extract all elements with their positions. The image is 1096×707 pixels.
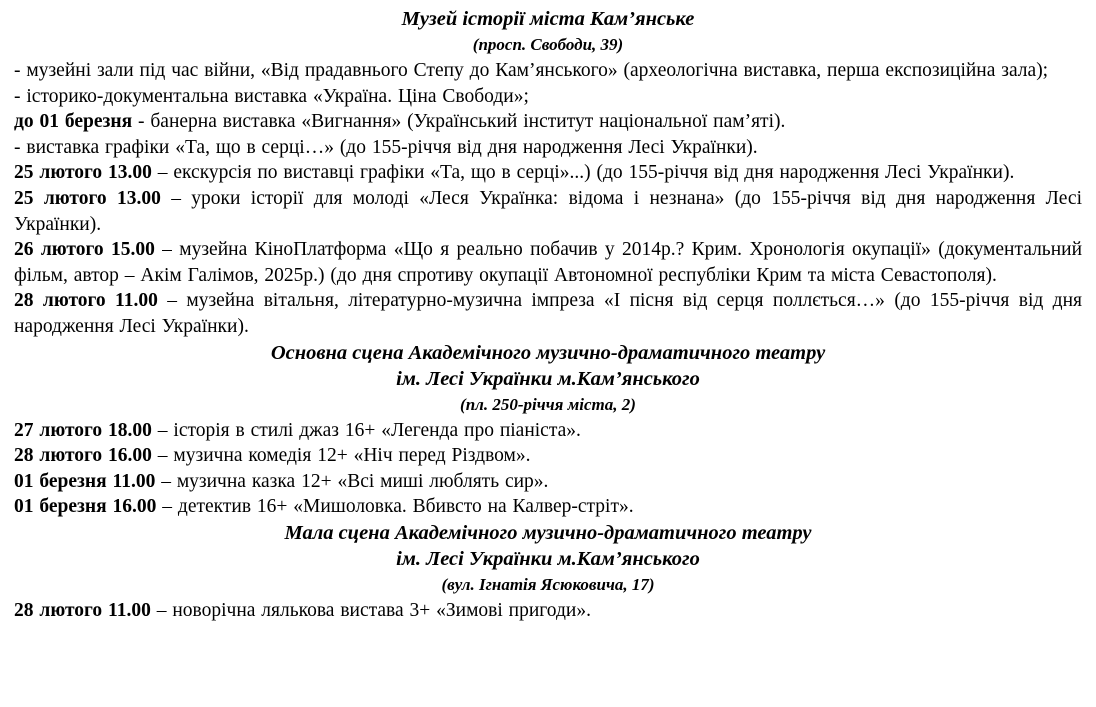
mice-tale-event-line [14,469,1082,495]
music-literary-event-line [14,288,1082,339]
event-datetime: 25 лютого 13.00 [14,162,152,184]
ukraine-price-of-freedom-line [14,84,1082,110]
line-text: – уроки історії для молоді «Леся Українка: відома і незнана» (до 155-річчя від дня народження Лесі Українки). [14,187,1082,235]
event-datetime: до 01 березня [14,111,133,133]
museum-address: (просп. Свободи, 39) [472,35,624,54]
line-text: – музична комедія 12+ «Ніч перед Різдвом». [151,445,531,467]
line-text: – музейна КіноПлатформа «Що я реально побачив у 2014р.? Крим. Хронологія окупації» (документальний фільм, автор – Акім Галімов, 2025р.) (до дня спротиву окупації Автономної республіки Крим та міста Севастополя). [14,239,1082,286]
banner-exhibition-line [14,109,1082,135]
museum-title: Музей історії міста Кам’янське [401,8,695,30]
line-text: - виставка графіки «Та, що в серці…» (до 155-річчя від дня народження Лесі Українки). [14,136,758,158]
event-datetime: 28 лютого 16.00 [14,445,152,467]
puppet-show-event-line [14,598,1082,624]
excursion-event-line [14,160,1082,186]
graphics-exhibition-line [14,135,1082,161]
small-stage-title: Мала сцена Академічного музично-драматичного театру [284,521,812,544]
main-stage-title: Основна сцена Академічного музично-драматичного театру [270,341,826,364]
jazz-piano-event-line [14,418,1082,444]
line-text: – екскурсія по виставці графіки «Та, що в серці»...) (до 155-річчя від дня народження Лесі Українки). [151,162,1015,184]
kinoplatform-event-line [14,237,1082,288]
mousetrap-detective-event-line [14,494,1082,520]
main-stage-address: (пл. 250-річчя міста, 2) [460,394,636,414]
history-lessons-event-line [14,186,1082,237]
small-stage-theater-name: ім. Лесі Українки м.Кам’янського [396,547,700,570]
main-stage-theater-name: ім. Лесі Українки м.Кам’янського [396,367,700,390]
line-text: - банерна виставка «Вигнання» (Український інститут національної пам’яті). [132,111,786,133]
line-text: - музейні зали під час війни, «Від прадавнього Степу до Кам’янського» (археологічна виставка, перша експозиційна зала); [14,60,1049,81]
line-text: – музична казка 12+ «Всі миші люблять сир». [155,470,549,492]
event-datetime: 26 лютого 15.00 [14,239,155,261]
event-datetime: 01 березня 16.00 [14,496,157,518]
event-datetime: 28 лютого 11.00 [14,599,151,621]
event-datetime: 25 лютого 13.00 [14,187,161,209]
museum-halls-line [14,58,1082,84]
event-datetime: 01 березня 11.00 [14,470,156,492]
christmas-comedy-event-line [14,443,1082,469]
line-text: – музейна вітальня, літературно-музична імпреза «І пісня від серця поллється…» (до 155-річчя від дня народження Лесі Українки). [14,290,1082,337]
event-datetime: 27 лютого 18.00 [14,419,152,441]
line-text: – новорічна лялькова вистава 3+ «Зимові пригоди». [150,599,591,621]
event-datetime: 28 лютого 11.00 [14,290,158,312]
line-text: - історико-документальна виставка «Україна. Ціна Свободи»; [14,85,529,107]
line-text: – історія в стилі джаз 16+ «Легенда про піаніста». [151,419,581,441]
line-text: – детектив 16+ «Мишоловка. Вбивсто на Калвер-стріт». [156,496,634,518]
small-stage-address: (вул. Ігнатія Ясюковича, 17) [441,574,655,594]
